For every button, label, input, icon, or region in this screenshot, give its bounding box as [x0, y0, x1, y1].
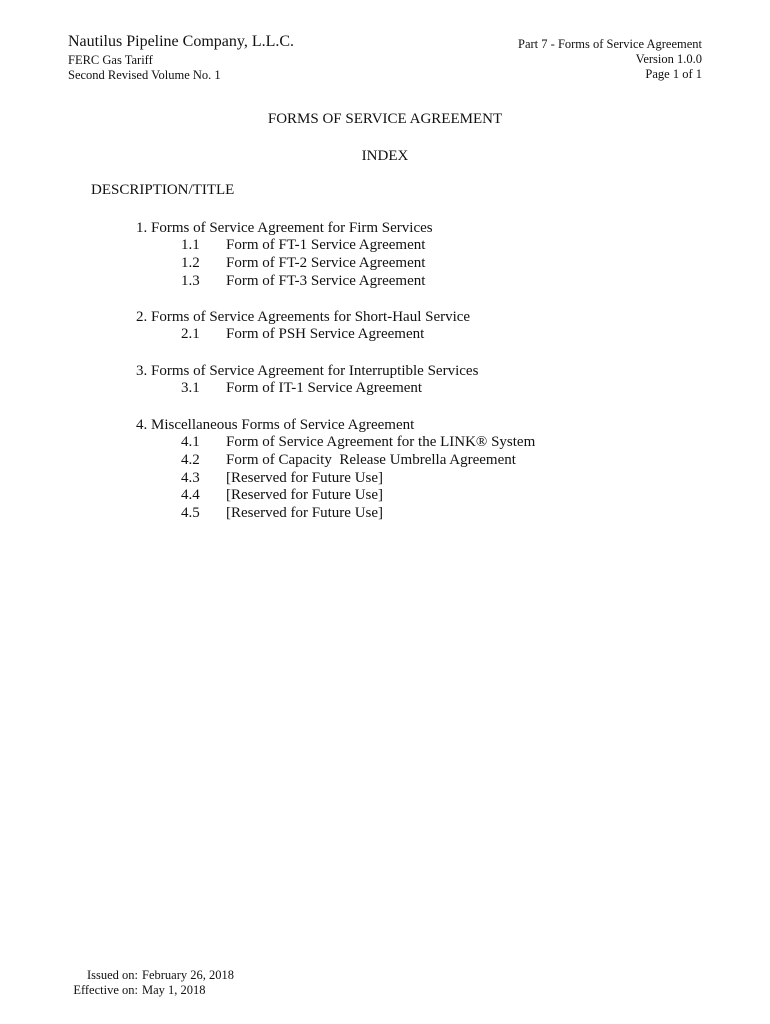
- item-number: 4.1: [181, 433, 200, 450]
- item-number: 3.1: [181, 380, 200, 397]
- item-title: Form of FT-2 Service Agreement: [226, 254, 426, 271]
- page-number: Page 1 of 1: [645, 67, 702, 81]
- item-title: Form of FT-1 Service Agreement: [226, 237, 426, 253]
- toc-item: [136, 433, 536, 452]
- section-title: 2. Forms of Service Agreements for Short-Haul Service: [136, 309, 471, 326]
- section-title: 3. Forms of Service Agreement for Interruptible Services: [136, 363, 479, 380]
- header-left: [68, 34, 294, 83]
- item-title: [Reserved for Future Use]: [226, 487, 384, 504]
- toc-item: [136, 273, 478, 291]
- item-number: 1.3: [181, 272, 200, 289]
- effective-date: May 1, 2018: [142, 983, 206, 997]
- toc-item: [136, 451, 516, 470]
- volume-name: Second Revised Volume No. 1: [68, 67, 221, 82]
- toc-item: [136, 505, 478, 523]
- header-right: [518, 38, 702, 83]
- section-title: 4. Miscellaneous Forms of Service Agreement: [136, 416, 415, 433]
- tariff-name: FERC Gas Tariff: [68, 53, 153, 67]
- toc-item: [136, 237, 478, 255]
- item-title: Form of IT-1 Service Agreement: [226, 380, 423, 397]
- document-subtitle: INDEX: [361, 148, 409, 164]
- effective-row: [68, 983, 234, 998]
- toc-section: [136, 362, 478, 398]
- toc-item: [136, 326, 478, 344]
- company-name: Nautilus Pipeline Company, L.L.C.: [68, 33, 295, 50]
- footer-dates: [68, 968, 234, 998]
- item-number: 2.1: [181, 326, 200, 343]
- item-title: [Reserved for Future Use]: [226, 469, 384, 486]
- document-title: FORMS OF SERVICE AGREEMENT: [267, 111, 503, 127]
- item-title: Form of PSH Service Agreement: [226, 326, 425, 343]
- item-number: 1.1: [181, 237, 200, 253]
- toc-item: [136, 255, 478, 273]
- toc-section: [136, 416, 536, 523]
- item-number: 4.3: [181, 469, 200, 486]
- section-title: 1. Forms of Service Agreement for Firm Services: [136, 220, 433, 236]
- issued-row: [68, 968, 234, 983]
- issued-label: Issued on:: [86, 968, 138, 982]
- item-number: 4.4: [181, 487, 200, 504]
- table-of-contents: [136, 219, 536, 541]
- issued-date: February 26, 2018: [142, 968, 234, 982]
- part-label: Part 7 - Forms of Service Agreement: [518, 37, 702, 51]
- item-title: Form of Service Agreement for the LINK® System: [226, 433, 536, 450]
- toc-item: [136, 380, 478, 398]
- item-number: 4.5: [181, 505, 200, 522]
- item-title: [Reserved for Future Use]: [226, 505, 384, 522]
- item-number: 4.2: [181, 451, 200, 468]
- column-heading: DESCRIPTION/TITLE: [91, 182, 235, 198]
- item-title: Form of FT-3 Service Agreement: [226, 272, 426, 289]
- toc-section: [136, 308, 478, 344]
- toc-section: [136, 219, 478, 290]
- item-title: Form of Capacity Release Umbrella Agreement: [226, 451, 516, 468]
- item-number: 1.2: [181, 254, 200, 271]
- effective-label: Effective on:: [73, 983, 138, 997]
- toc-item: [136, 470, 478, 488]
- toc-item: [136, 487, 478, 505]
- version-label: Version 1.0.0: [635, 52, 702, 66]
